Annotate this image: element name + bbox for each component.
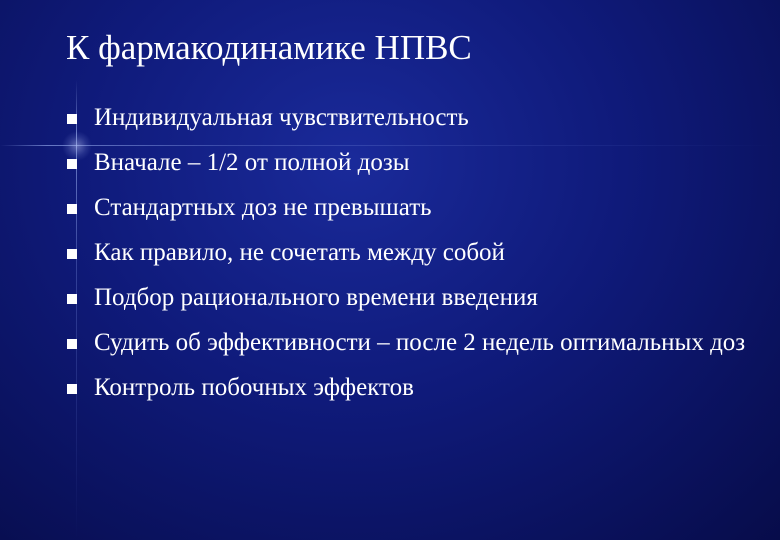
square-bullet-icon (67, 384, 77, 394)
list-item-text: Индивидуальная чувствительность (94, 104, 469, 131)
list-item (66, 239, 766, 267)
slide-title: К фармакодинамике НПВС (66, 28, 472, 67)
list-item (66, 194, 766, 222)
square-bullet-icon (67, 249, 77, 259)
list-item-text: Как правило, не сочетать между собой (94, 239, 505, 266)
list-item-text: Контроль побочных эффектов (94, 374, 414, 401)
list-item (66, 104, 766, 132)
square-bullet-icon (67, 204, 77, 214)
square-bullet-icon (67, 114, 77, 124)
square-bullet-icon (67, 339, 77, 349)
square-bullet-icon (67, 294, 77, 304)
list-item-text: Стандартных доз не превышать (94, 194, 432, 221)
list-item (66, 374, 766, 402)
list-item-text: Вначале – 1/2 от полной дозы (94, 149, 410, 176)
list-item (66, 284, 766, 312)
bullet-list (66, 104, 766, 419)
list-item (66, 149, 766, 177)
list-item-text: Подбор рационального времени введения (94, 284, 538, 311)
list-item (66, 329, 766, 357)
list-item-text: Судить об эффективности – после 2 недель оптимальных доз (94, 329, 746, 356)
square-bullet-icon (67, 159, 77, 169)
